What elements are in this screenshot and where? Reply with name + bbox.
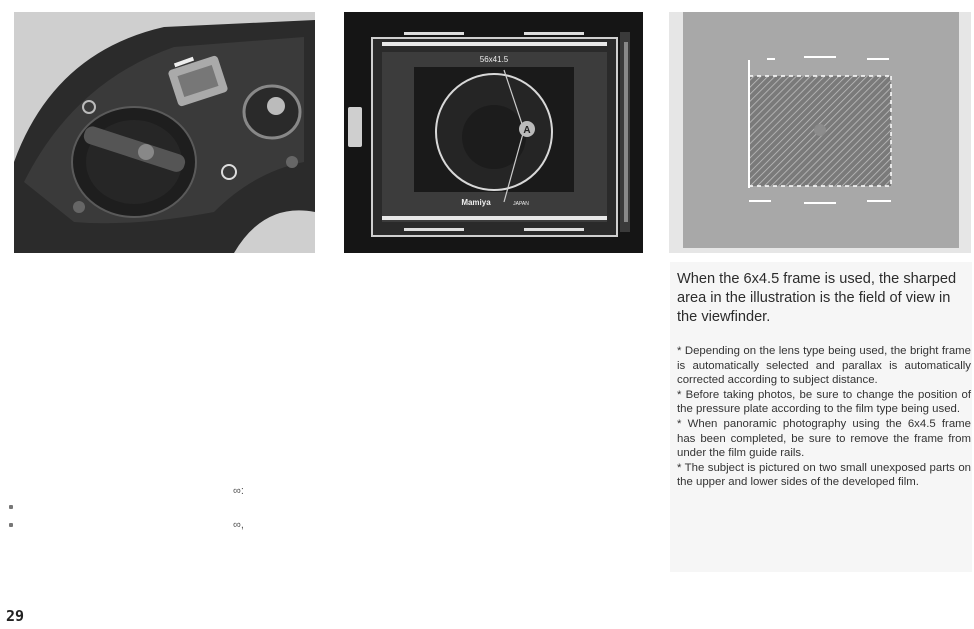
infinity-mark: ∞, xyxy=(233,519,244,531)
origin-label: JAPAN xyxy=(513,201,529,207)
camera-bottom-photo xyxy=(14,12,315,253)
viewfinder-diagram xyxy=(669,12,971,253)
latch-left xyxy=(348,107,362,147)
page-number: 29 xyxy=(6,607,25,625)
film-back-photo xyxy=(344,12,643,253)
camera-bottom-illustration xyxy=(14,12,315,253)
brand-label: Mamiya xyxy=(461,198,491,207)
notes-list xyxy=(677,344,971,490)
marker-a-label: A xyxy=(523,125,531,136)
note-item: * The subject is pictured on two small unexposed parts on the upper and lower sides of the developed film. xyxy=(677,461,971,489)
bullet-mark xyxy=(9,505,13,509)
viewfinder-illustration xyxy=(669,12,971,253)
field-of-view-caption: When the 6x4.5 frame is used, the sharped area in the illustration is the field of view in the viewfinder. xyxy=(677,271,957,325)
film-back-illustration xyxy=(344,12,643,253)
note-item: * Before taking photos, be sure to change the position of the pressure plate according to the film type being used. xyxy=(677,388,971,416)
bullet-mark xyxy=(9,523,13,527)
frame-size-label: 56x41.5 xyxy=(479,55,509,64)
note-item: * Depending on the lens type being used, the bright frame is automatically selected and parallax is automatically corrected according to subject distance. xyxy=(677,345,971,387)
infinity-mark: ∞: xyxy=(233,485,244,497)
note-item: * When panoramic photography using the 6x4.5 frame has been completed, be sure to remove the frame from under the film guide rails. xyxy=(677,417,971,460)
